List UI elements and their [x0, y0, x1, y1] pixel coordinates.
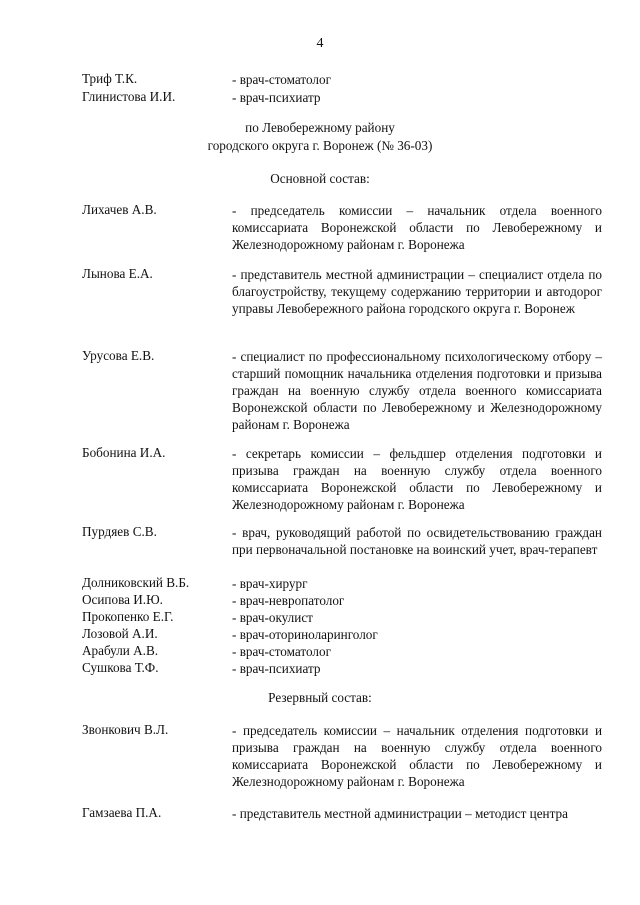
main-section-header: Основной состав:: [270, 171, 370, 186]
member-name: Прокопенко Е.Г.: [82, 609, 174, 624]
member-name: Гамзаева П.А.: [82, 805, 162, 820]
member-role: - врач-окулист: [232, 610, 313, 625]
member-name: Пурдяев С.В.: [82, 524, 157, 539]
member-role: - секретарь комиссии – фельдшер отделения подготовки и призыва граждан на военную службу отдела военного комиссариата Воронежской области по Левобережному и Железнодорожному районам г. Воронежа: [232, 446, 602, 512]
member-name: Звонкович В.Л.: [82, 722, 169, 737]
member-role: - врач-невропатолог: [232, 593, 345, 608]
member-role: - председатель комиссии – начальник отдела военного комиссариата Воронежской области по Левобережному и Железнодорожному районам г. Воронежа: [232, 203, 602, 252]
member-name: Арабули А.В.: [82, 643, 159, 658]
member-name: Осипова И.Ю.: [82, 592, 163, 607]
member-name: Лынова Е.А.: [82, 266, 153, 281]
member-role: - врач-стоматолог: [232, 644, 332, 659]
member-role: - врач-психиатр: [232, 661, 321, 676]
member-role: - врач-стоматолог: [232, 72, 332, 87]
member-name: Бобонина И.А.: [82, 445, 166, 460]
member-name: Лихачев А.В.: [82, 202, 157, 217]
member-name: Глинистова И.И.: [82, 89, 176, 104]
member-role: - врач-оториноларинголог: [232, 627, 378, 642]
member-role: - врач-психиатр: [232, 90, 321, 105]
member-role: - представитель местной администрации – специалист отдела по благоустройству, текущему содержанию территории и автодорог управы Левобережного района городского округа г. Воронеж: [232, 267, 602, 316]
member-role: - представитель местной администрации – методист центра: [232, 806, 568, 821]
district-title-line2: городского округа г. Воронеж (№ 36-03): [207, 138, 433, 153]
member-name: Долниковский В.Б.: [82, 575, 190, 590]
district-title-line1: по Левобережному району: [245, 120, 395, 135]
member-role: - врач, руководящий работой по освидетельствованию граждан при первоначальной постановке на воинский учет, врач-терапевт: [232, 525, 602, 557]
member-name: Триф Т.К.: [82, 71, 138, 86]
reserve-section-header: Резервный состав:: [268, 690, 372, 705]
member-role: - специалист по профессиональному психологическому отбору – старший помощник начальника отделения подготовки и призыва граждан на военную службу отдела военного комиссариата Воронежской области по Левобережному и Железнодорожному районам г. Воронежа: [232, 349, 602, 432]
page-number: 4: [316, 36, 324, 51]
member-name: Урусова Е.В.: [82, 348, 155, 363]
member-role: - врач-хирург: [232, 576, 308, 591]
member-role: - председатель комиссии – начальник отделения подготовки и призыва граждан на военную службу отдела военного комиссариата Воронежской области по Левобережному и Железнодорожному районам г. Воронежа: [232, 723, 602, 789]
member-name: Лозовой А.И.: [82, 626, 158, 641]
member-name: Сушкова Т.Ф.: [82, 660, 159, 675]
